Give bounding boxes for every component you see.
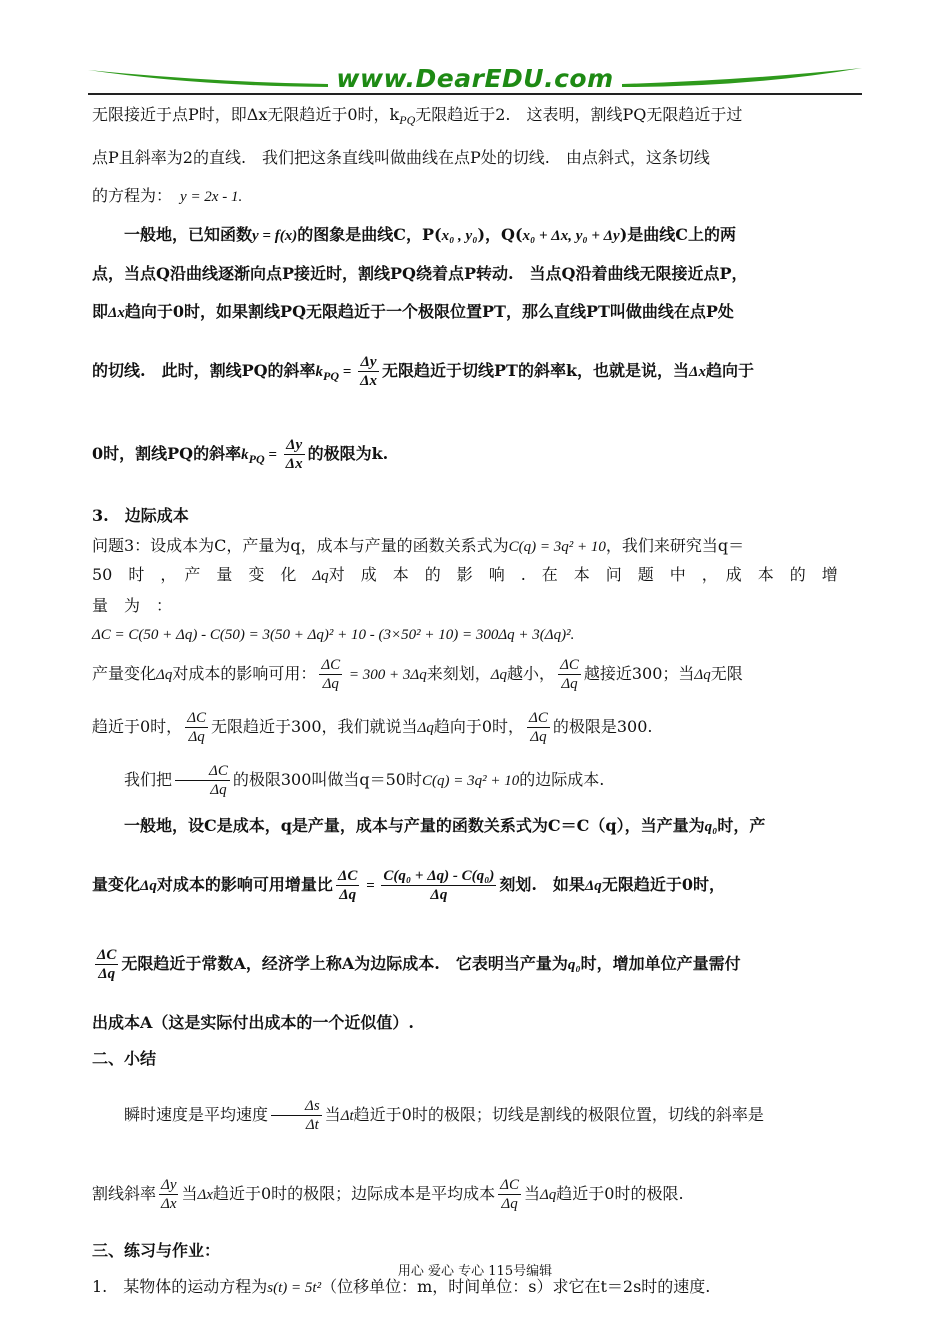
formula: Δt	[340, 1107, 354, 1124]
text: 刻划. 如果	[499, 874, 585, 894]
text: 越小，	[507, 663, 556, 683]
denominator: Δq	[501, 1195, 518, 1212]
formula: Δq	[694, 666, 711, 683]
page-footer: 用心 爱心 专心 115号编辑	[397, 1264, 553, 1279]
text: 趋近于0时的极限；边际成本是平均成本	[212, 1183, 496, 1203]
formula: k	[241, 447, 249, 464]
paragraph	[92, 533, 860, 560]
formula: Δx	[108, 305, 125, 322]
text: 50 时 ， 产 量 变 化	[92, 564, 313, 584]
paragraph	[92, 925, 860, 1004]
document-body	[92, 96, 860, 1307]
formula: x₀ + Δx, y₀ + Δy	[522, 228, 620, 245]
paragraph	[92, 1155, 860, 1234]
site-logo-text: www.DearEDU.com	[336, 64, 614, 93]
general-definition-block	[92, 807, 860, 1042]
text: 割线斜率	[92, 1183, 157, 1203]
denominator: Δq	[210, 781, 227, 798]
text: 当	[324, 1104, 341, 1124]
numerator: ΔC	[321, 656, 341, 673]
text: 无限趋近于2. 这表明，割线PQ无限趋近于过	[415, 105, 743, 124]
formula: Δq	[539, 1186, 557, 1203]
subscript: PQ	[399, 113, 416, 128]
formula: x₀ , y₀	[441, 228, 478, 245]
paragraph	[92, 1076, 860, 1155]
formula: Δq	[490, 666, 508, 683]
text: 点P且斜率为2的直线. 我们把这条直线叫做曲线在点P处的切线. 由点斜式，这条切线	[92, 148, 710, 168]
text: 趋近于0时的极限；切线是割线的极限位置，切线的斜率是	[353, 1104, 764, 1124]
denominator: Δq	[339, 886, 357, 903]
numerator: ΔC	[337, 867, 358, 884]
formula: q₀	[567, 956, 581, 973]
text: 来刻划，	[426, 663, 491, 683]
formula: =	[339, 364, 356, 381]
definition-block	[92, 216, 860, 498]
text: )，Q(	[477, 225, 523, 245]
formula: Δq	[312, 567, 329, 584]
denominator: Δq	[430, 886, 448, 903]
text: 无限	[710, 663, 743, 683]
text: 的极限为k.	[307, 444, 389, 464]
fraction	[358, 353, 379, 390]
text: 无限趋近于常数A，经济学上称A为边际成本. 它表明当产量为	[121, 953, 568, 973]
numerator: Δy	[161, 1176, 177, 1193]
numerator: ΔC	[529, 709, 548, 726]
fraction	[95, 946, 118, 983]
paragraph	[92, 96, 860, 139]
denominator: Δx	[360, 373, 378, 390]
numerator: Δs	[271, 1097, 322, 1116]
denominator: Δx	[161, 1195, 177, 1212]
numerator: Δy	[358, 353, 379, 372]
numerator: ΔC	[560, 656, 579, 673]
paragraph	[92, 216, 860, 255]
formula: = 300 + 3Δq	[345, 666, 427, 683]
formula: y = 2x - 1.	[180, 189, 243, 206]
numerator: Δy	[284, 436, 305, 455]
paragraph	[92, 754, 860, 807]
numerator: C(q₀ + Δq) - C(q₀)	[383, 867, 495, 884]
formula: C(q) = 3q² + 10	[508, 538, 606, 555]
text: 1. 某物体的运动方程为	[92, 1276, 268, 1296]
denominator: Δt	[305, 1116, 319, 1133]
paragraph	[92, 621, 860, 648]
text: 时，产	[717, 815, 766, 835]
denominator: Δq	[322, 675, 339, 692]
text: 问题3：设成本为C，产量为q，成本与产量的函数关系式为	[92, 535, 509, 555]
text: 我们把	[124, 769, 173, 789]
fraction	[336, 867, 359, 904]
denominator: Δq	[188, 728, 205, 745]
formula: Δq	[584, 877, 602, 894]
formula: q₀	[704, 818, 718, 835]
formula: =	[362, 877, 379, 894]
denominator: Δq	[561, 675, 578, 692]
text: ，我们来研究当q＝	[605, 535, 745, 555]
formula: C(q) = 3q² + 10	[421, 772, 520, 789]
text: 无限趋近于切线PT的斜率k，也就是说，当	[382, 361, 690, 381]
text: 无限接近于点P时，即Δx无限趋近于0时，k	[92, 105, 400, 124]
denominator: Δq	[98, 965, 116, 982]
fraction	[319, 656, 342, 693]
section-heading: 三、练习与作业：	[92, 1240, 221, 1260]
paragraph	[92, 560, 860, 621]
text: 趋近于0时的极限.	[556, 1183, 684, 1203]
text: 的极限是300.	[552, 716, 653, 736]
text: 趋近于0时，	[92, 716, 183, 736]
text: 量变化	[92, 874, 141, 894]
fraction	[558, 656, 581, 693]
paragraph	[92, 177, 860, 216]
formula: y = f(x)	[252, 228, 298, 245]
text: 即	[92, 302, 109, 322]
text: （位移单位：m，时间单位：s）求它在t＝2s时的速度.	[321, 1276, 711, 1296]
text: 趋向于0时，如果割线PQ无限趋近于一个极限位置PT，那么直线PT叫做曲线在点P处	[124, 302, 734, 322]
text: 无限趋近于0时，	[601, 874, 725, 894]
formula: Δx	[689, 364, 706, 381]
denominator: Δq	[530, 728, 547, 745]
fraction	[271, 1097, 322, 1134]
text: )是曲线C上的两	[619, 225, 737, 245]
paragraph	[92, 807, 860, 846]
paragraph	[92, 846, 860, 925]
formula: s(t) = 5t²	[267, 1279, 322, 1296]
text: 的切线. 此时，割线PQ的斜率	[92, 361, 316, 381]
subscript: PQ	[248, 452, 265, 467]
formula: =	[264, 447, 281, 464]
text: 当	[523, 1183, 540, 1203]
text: 时，增加单位产量需付	[580, 953, 741, 973]
formula: k	[315, 364, 324, 381]
section-heading: 3. 边际成本	[92, 505, 189, 525]
paragraph	[92, 255, 860, 293]
fraction	[527, 709, 550, 746]
site-header-banner	[88, 62, 862, 96]
text: 趋向于	[705, 361, 754, 381]
text: 一般地，已知函数	[124, 225, 253, 245]
fraction	[284, 436, 305, 473]
fraction	[498, 1176, 521, 1213]
text: 对 成 本 的 影 响 . 在 本 问 题 中 ， 成 本 的 增 量 为 ：	[92, 564, 854, 615]
numerator: ΔC	[175, 762, 230, 781]
paragraph	[92, 415, 860, 498]
paragraph	[92, 332, 860, 415]
fraction	[175, 762, 230, 799]
formula: Δq	[156, 666, 173, 683]
paragraph	[92, 701, 860, 754]
formula: Δq	[140, 877, 157, 894]
text: 产量变化	[92, 663, 157, 683]
text: 的图象是曲线C，P(	[297, 225, 442, 245]
paragraph	[92, 1004, 860, 1042]
text: 的边际成本.	[519, 769, 605, 789]
fraction	[381, 867, 496, 904]
text: 趋向于0时，	[433, 716, 525, 736]
text: 的方程为：	[92, 186, 165, 206]
text: 一般地，设C是成本，q是产量，成本与产量的函数关系式为C＝C（q），当产量为	[124, 815, 705, 835]
paragraph	[92, 648, 860, 701]
formula: Δx	[197, 1186, 213, 1203]
text: 越接近300；当	[583, 663, 695, 683]
text: 的极限300叫做当q＝50时	[232, 769, 422, 789]
paragraph	[92, 139, 860, 177]
paragraph	[92, 293, 860, 332]
formula: Δq	[417, 719, 434, 736]
text: 对成本的影响可用增量比	[156, 874, 333, 894]
denominator: Δx	[285, 456, 303, 473]
formula: ΔC = C(50 + Δq) - C(50) = 3(50 + Δq)² + 10 - (3×50² + 10) = 300Δq + 3(Δq)².	[92, 626, 575, 643]
numerator: ΔC	[97, 946, 117, 963]
fraction	[185, 709, 208, 746]
text: 点，当点Q沿曲线逐渐向点P接近时，割线PQ绕着点P转动. 当点Q沿着曲线无限接近点P，	[92, 264, 748, 284]
text: 0时，割线PQ的斜率	[92, 444, 242, 464]
text: 瞬时速度是平均速度	[124, 1104, 269, 1124]
numerator: ΔC	[187, 709, 206, 726]
subscript: PQ	[323, 369, 340, 384]
numerator: ΔC	[500, 1176, 519, 1193]
text: 出成本A（这是实际付出成本的一个近似值）.	[92, 1012, 414, 1032]
section-heading: 二、小结	[92, 1048, 157, 1068]
text: 无限趋近于300，我们就说当	[211, 716, 418, 736]
text: 当	[181, 1183, 198, 1203]
fraction	[159, 1176, 178, 1213]
text: 对成本的影响可用：	[172, 663, 317, 683]
